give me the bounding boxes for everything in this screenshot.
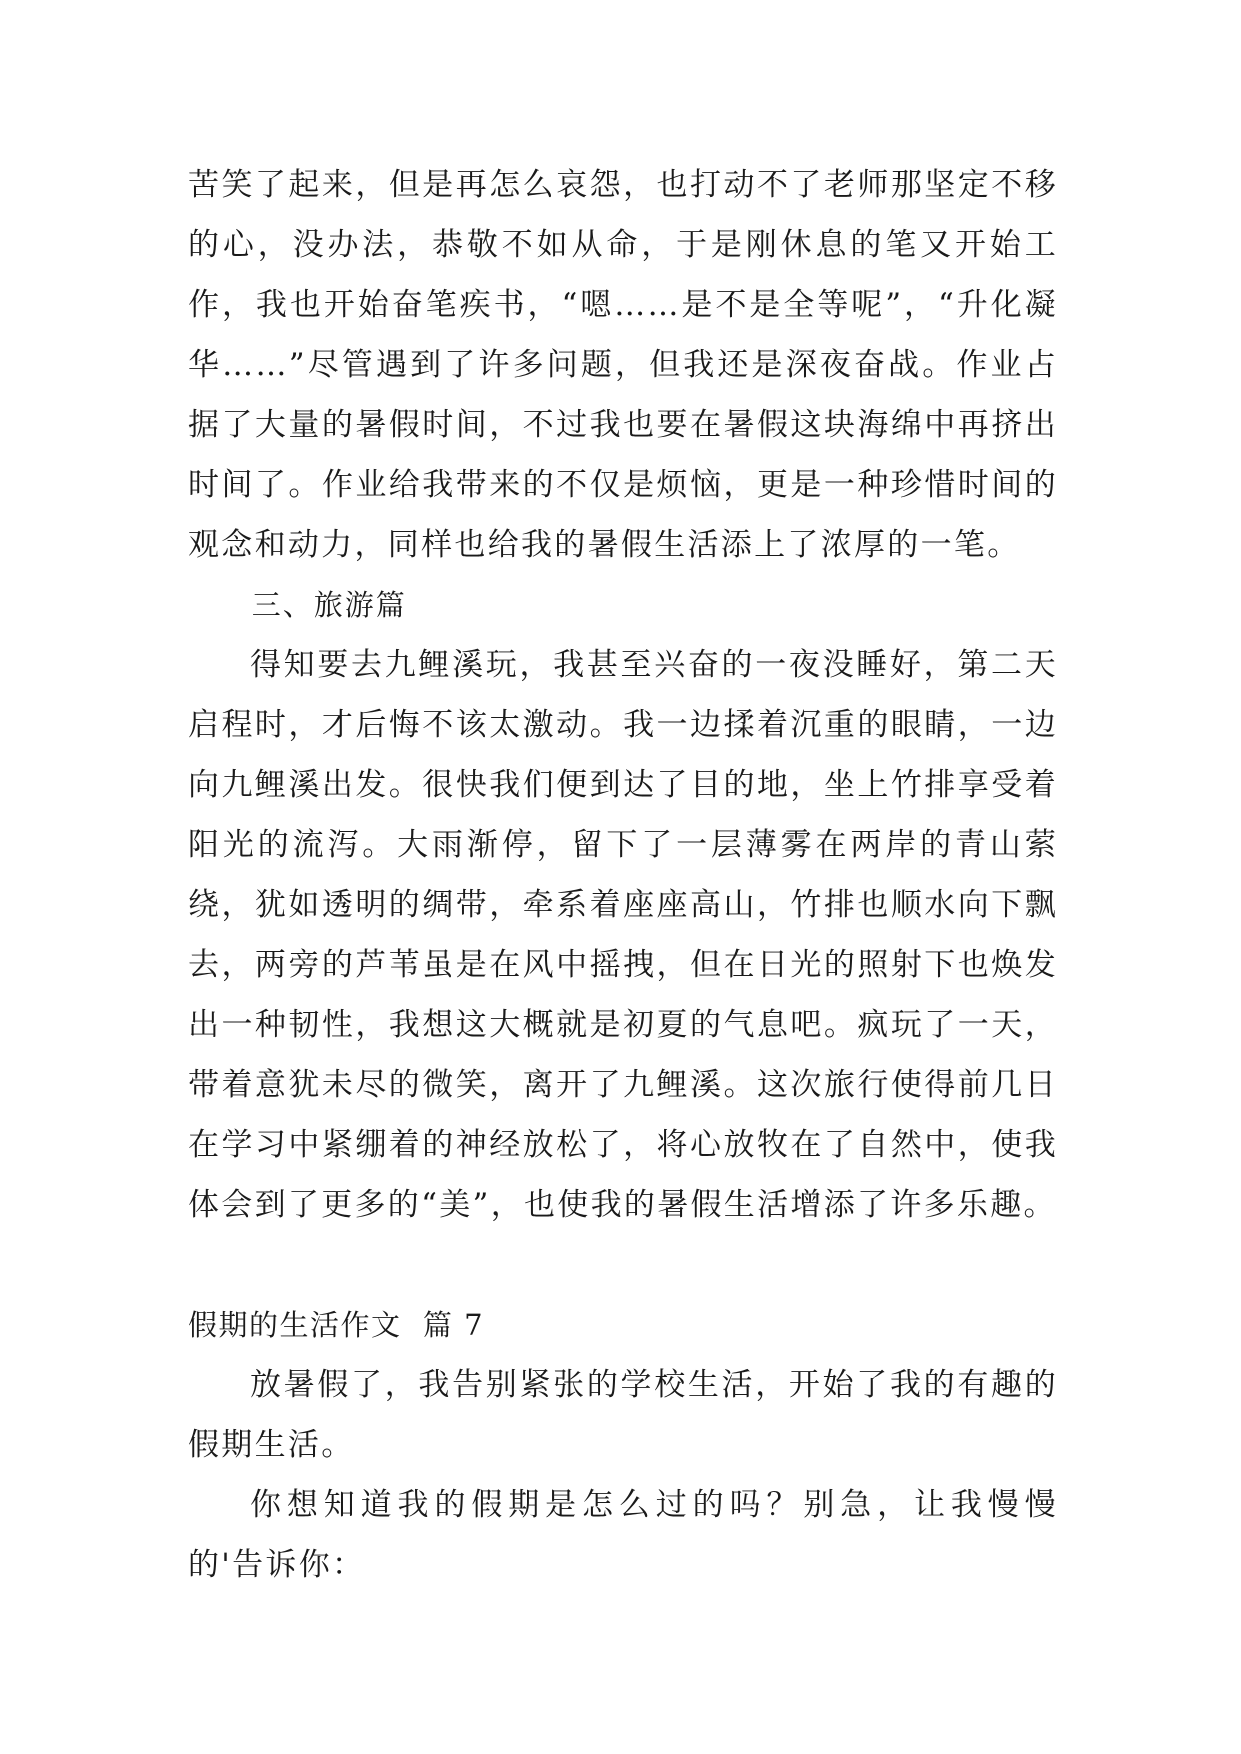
paragraph-travel: 得知要去九鲤溪玩，我甚至兴奋的一夜没睡好，第二天启程时，才后悔不该太激动。我一边揉着沉重的眼睛，一边向九鲤溪出发。很快我们便到达了目的地，坐上竹排享受着阳光的流泻。大雨渐停，留下了一层薄雾在两岸的青山萦绕，犹如透明的绸带，牵系着座座高山，竹排也顺水向下飘去，两旁的芦苇虽是在风中摇拽，但在日光的照射下也焕发出一种韧性，我想这大概就是初夏的气息吧。疯玩了一天，带着意犹未尽的微笑，离开了九鲤溪。这次旅行使得前几日在学习中紧绷着的神经放松了，将心放牧在了自然中，使我体会到了更多的“美”，也使我的暑假生活增添了许多乐趣。: [188, 647, 1058, 1223]
section-heading-travel: 三、旅游篇: [251, 588, 407, 622]
paragraph-how-spent: 你想知道我的假期是怎么过的吗？别急，让我慢慢的'告诉你：: [188, 1487, 1058, 1583]
paragraph-summer-start: 放暑假了，我告别紧张的学校生活，开始了我的有趣的假期生活。: [188, 1367, 1058, 1463]
paragraph-homework-end: 苦笑了起来，但是再怎么哀怨，也打动不了老师那坚定不移的心，没办法，恭敬不如从命，于是刚休息的笔又开始工作，我也开始奋笔疾书，“嗯……是不是全等呢”，“升化凝华……”尽管遇到了许多问题，但我还是深夜奋战。作业占据了大量的暑假时间，不过我也要在暑假这块海绵中再挤出时间了。作业给我带来的不仅是烦恼，更是一种珍惜时间的观念和动力，同样也给我的暑假生活添上了浓厚的一笔。: [188, 167, 1058, 563]
essay-title: 假期的生活作文 篇 7: [188, 1308, 485, 1342]
document-page: [188, 155, 1058, 1595]
